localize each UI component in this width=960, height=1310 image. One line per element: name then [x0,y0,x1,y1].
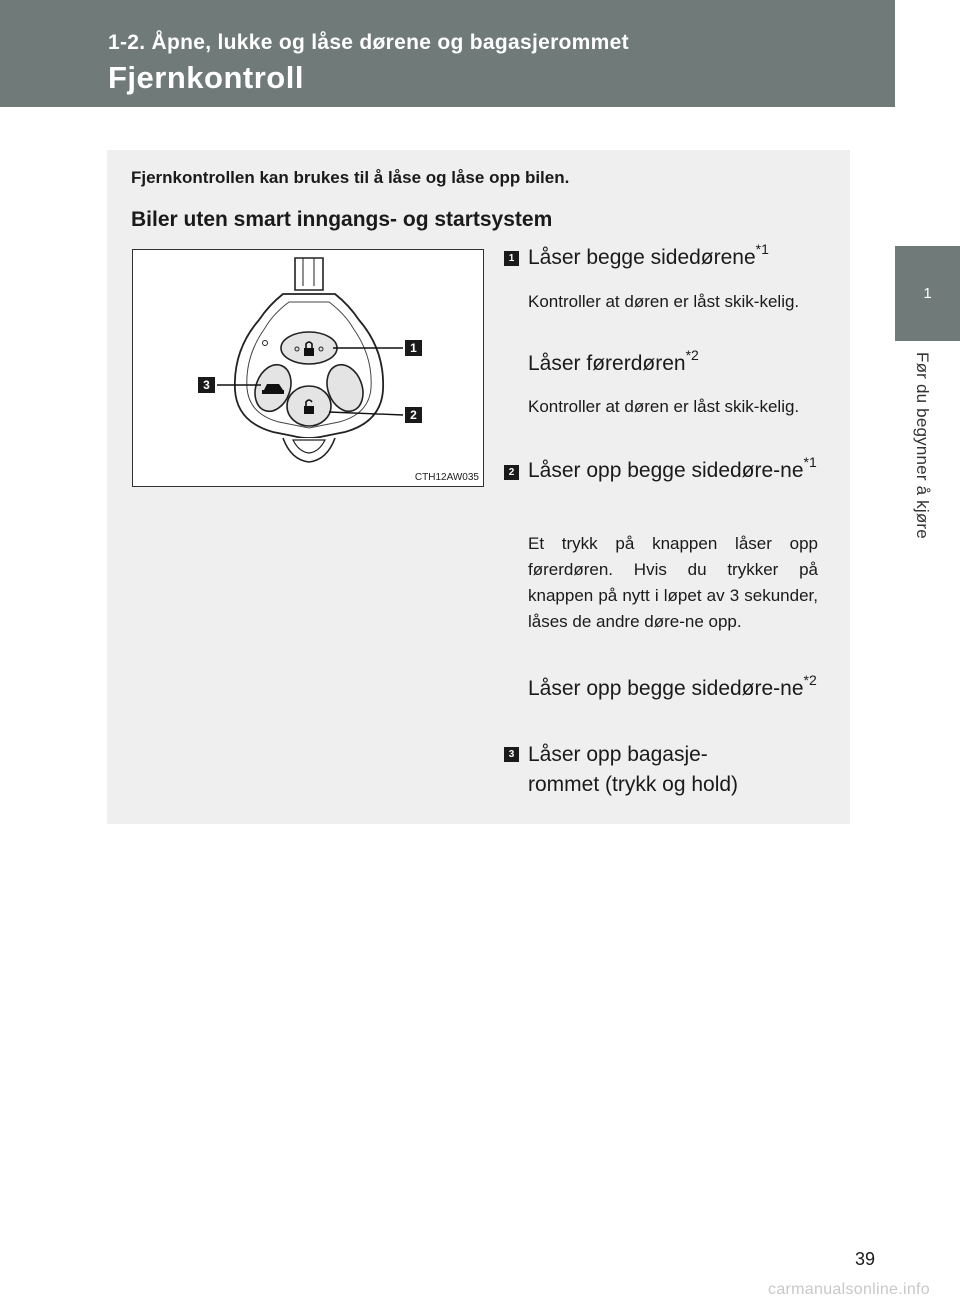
page-header [0,0,895,107]
figure-callout-2: 2 [405,407,422,423]
intro-text: Fjernkontrollen kan brukes til å låse og låse opp bilen. [131,168,570,187]
page-title: Fjernkontroll [108,60,304,95]
figure-callout-3: 3 [198,377,215,393]
item-marker-3: 3 [504,747,519,762]
footnote-ref: *1 [755,241,769,257]
item-heading-unlock-both [528,456,818,486]
item-heading-text: Låser opp begge sidedøre-ne [528,459,804,482]
item-marker-2: 2 [504,465,519,480]
item-heading-text: Låser begge sidedørene [528,246,756,269]
chapter-label: Før du begynner å kjøre [913,352,932,539]
item-heading-unlock-both-alt [528,674,818,704]
item-heading-text: Låser førerdøren [528,352,686,375]
item-heading-text: Låser opp begge sidedøre-ne [528,677,804,700]
item-heading-lock-driver [528,349,699,379]
footnote-ref: *2 [803,672,817,688]
item-marker-1: 1 [504,251,519,266]
item-note-lock-driver: Kontroller at døren er låst skik-kelig. [528,397,800,416]
item-note-lock-both: Kontroller at døren er låst skik-kelig. [528,292,800,311]
watermark: carmanualsonline.info [768,1281,930,1298]
chapter-tab[interactable] [895,246,960,341]
chapter-number: 1 [923,285,932,302]
subheading: Biler uten smart inngangs- og startsystem [131,208,553,231]
page-number: 39 [855,1249,876,1269]
figure-code: CTH12AW035 [414,472,479,483]
item-heading-lock-both [528,243,769,273]
item-heading-unlock-trunk: Låser opp bagasje-rommet (trykk og hold) [528,743,739,796]
footnote-ref: *1 [803,454,817,470]
section-title: 1-2. Åpne, lukke og låse dørene og bagasjerommet [108,31,629,54]
footnote-ref: *2 [685,347,699,363]
figure-callout-1: 1 [405,340,422,356]
remote-key-figure [132,249,484,487]
item-note-unlock-both: Et trykk på knappen låser opp førerdøren. Hvis du trykker på knappen på nytt i løpet av 3 sekunder, låses de andre døre-ne opp. [528,534,818,631]
remote-key-illustration [133,250,483,486]
